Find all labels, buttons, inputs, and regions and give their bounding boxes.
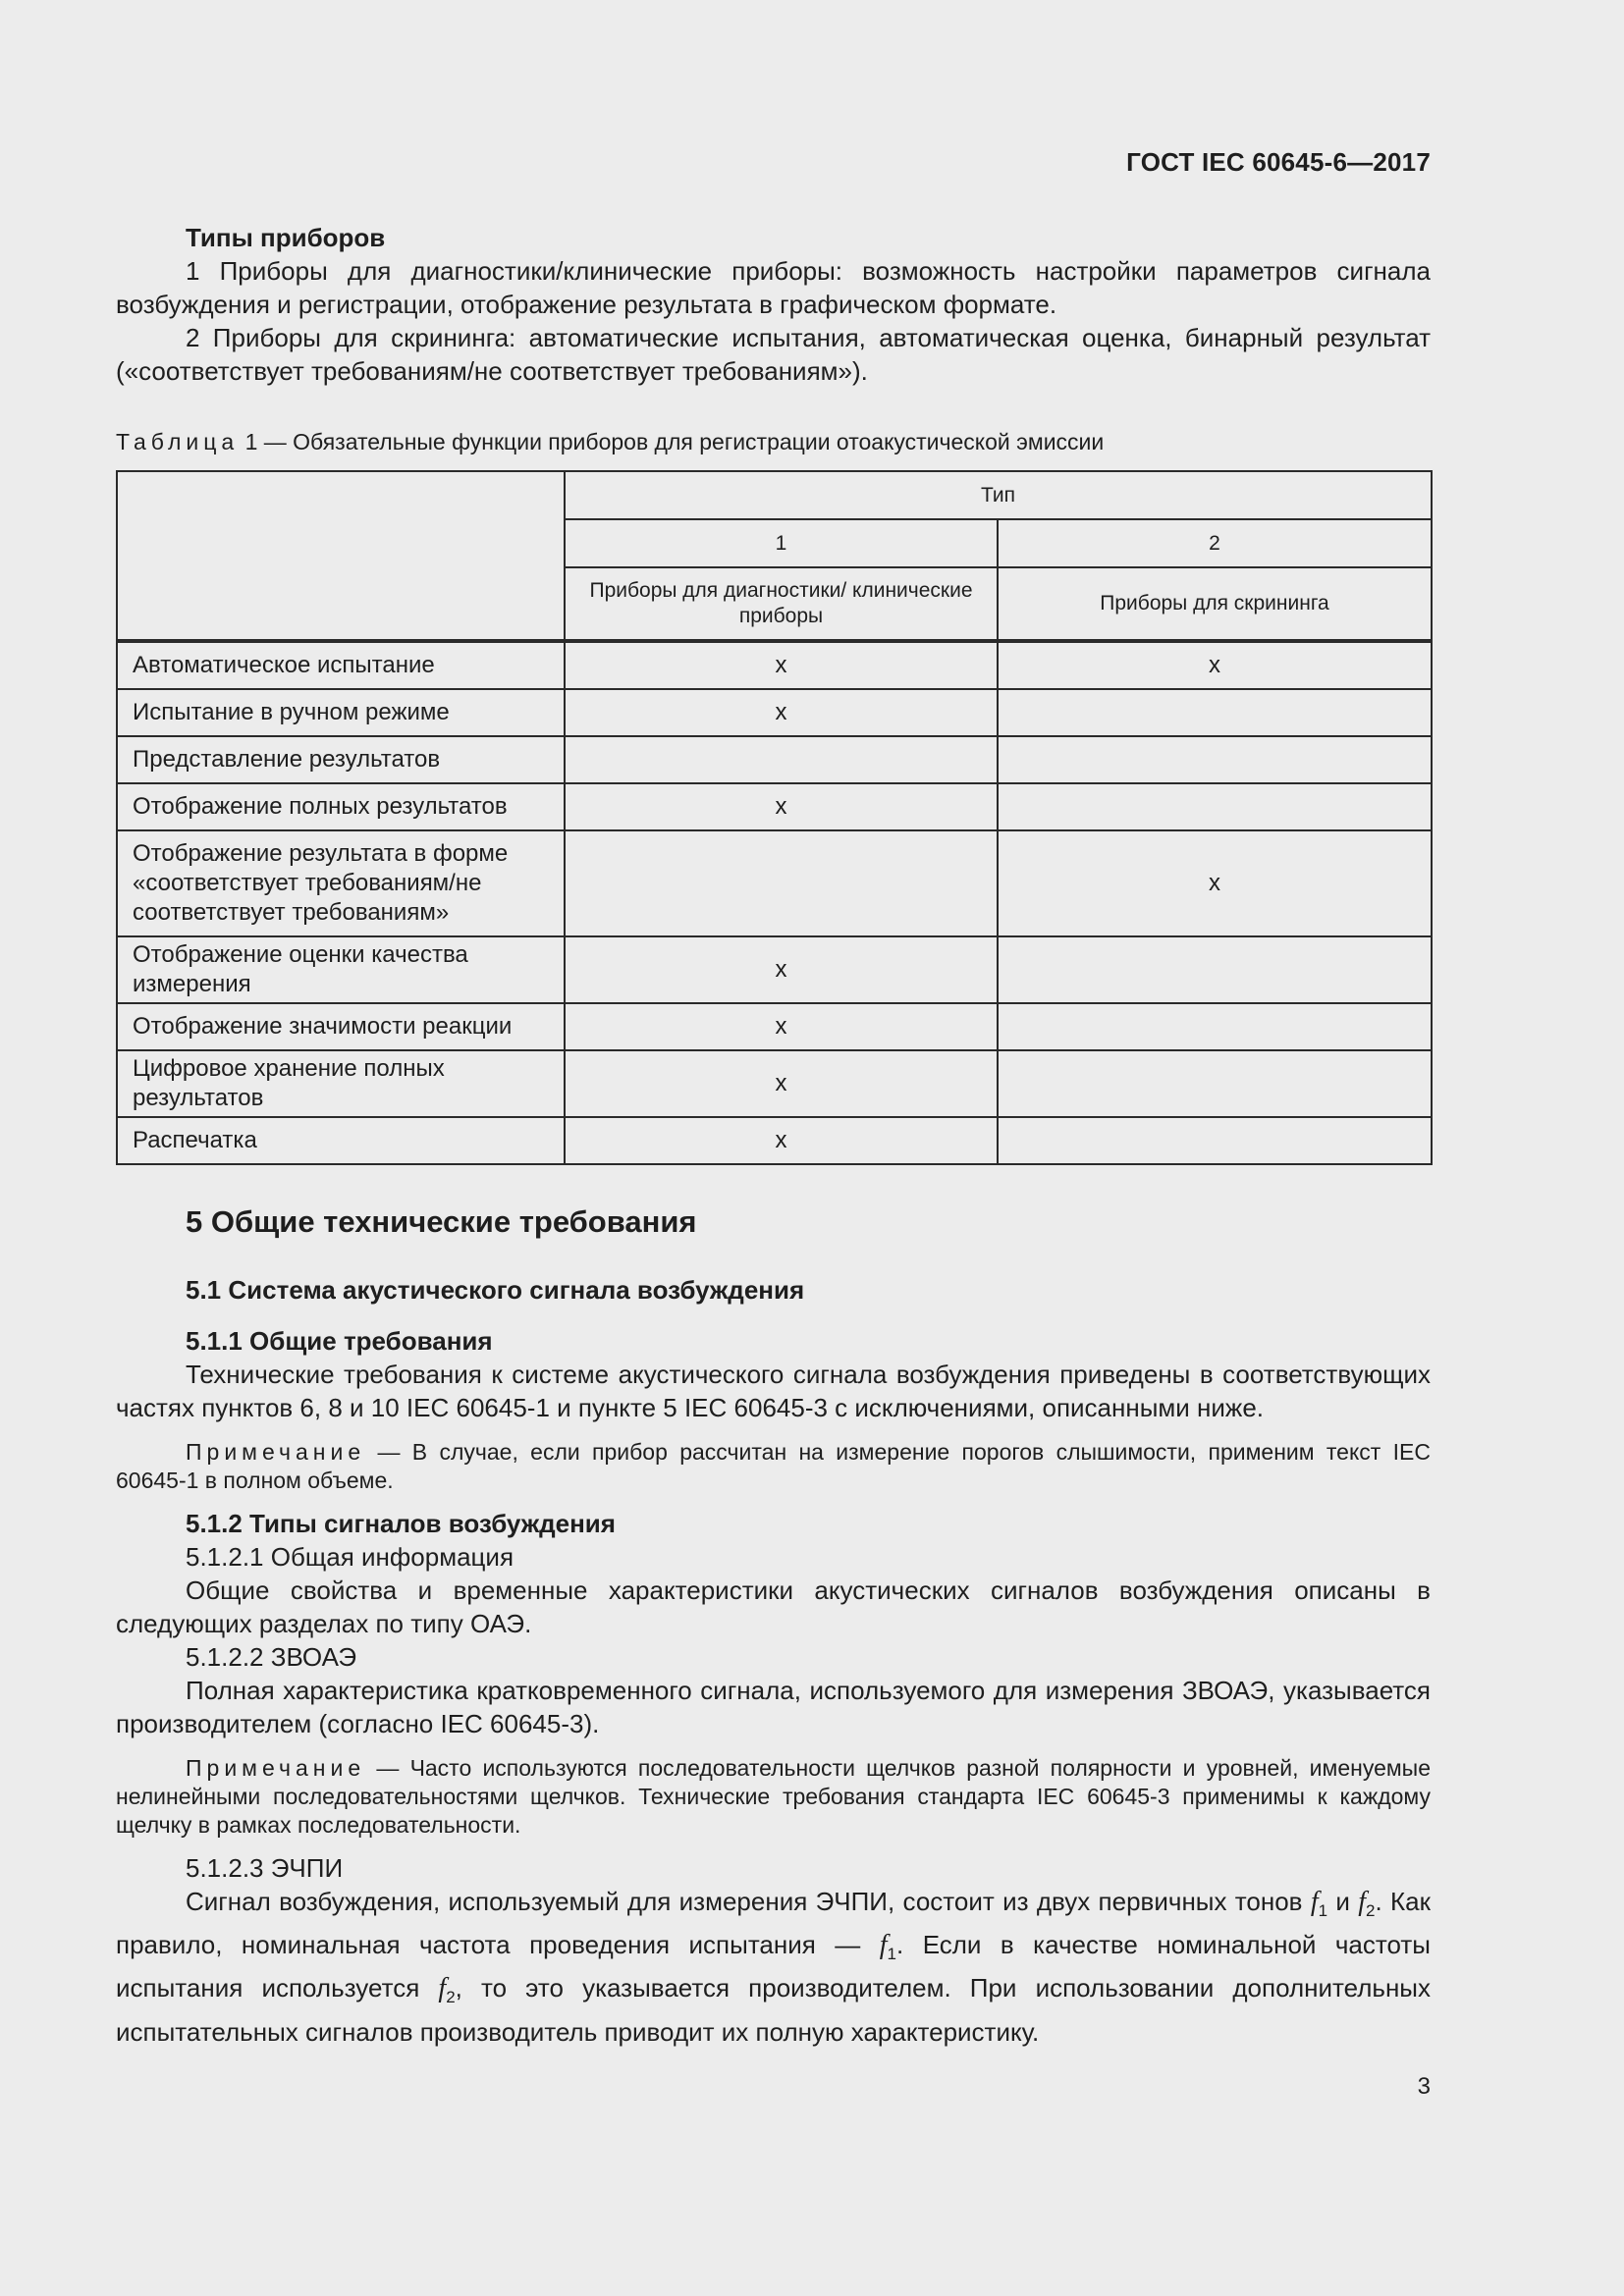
note-1-text: — В случае, если прибор рассчитан на измерение порогов слышимости, применим текст IEC 60645-1 в полном объеме. (116, 1439, 1431, 1493)
col2-name: Приборы для скрининга (998, 567, 1432, 641)
type-header: Тип (565, 471, 1432, 519)
table-corner-cell (117, 471, 565, 641)
row-col2: x (998, 830, 1432, 936)
row-col2 (998, 1117, 1432, 1164)
row-col2 (998, 736, 1432, 783)
types-heading: Типы приборов (186, 223, 386, 252)
document-number: ГОСТ IEC 60645-6—2017 (1126, 147, 1431, 177)
table-caption (116, 427, 1431, 456)
section-5-1-2-1-title: 5.1.2.1 Общая информация (186, 1542, 514, 1572)
row-label: Отображение полных результатов (117, 783, 565, 830)
section-5-1-1-text: Технические требования к системе акустического сигнала возбуждения приведены в соответствующих частях пунктов 6, 8 и 10 IEC 60645-1 и пункте 5 IEC 60645-3 с исключениями, описанными ниже. (116, 1360, 1431, 1422)
table-row (117, 830, 1432, 936)
note-2 (116, 1754, 1431, 1840)
row-col1 (565, 736, 998, 783)
row-label: Отображение результата в форме «соответствует требованиям/не соответствует требованиям» (117, 830, 565, 936)
text-run: и (1335, 1887, 1350, 1916)
text-run: . Если в качестве номинальной частоты испытания используется (116, 1930, 1431, 2003)
row-col1: x (565, 936, 998, 1003)
section-5-1-2-2-text: Полная характеристика кратковременного сигнала, используемого для измерения ЗВОАЭ, указывается производителем (согласно IEC 60645-3). (116, 1676, 1431, 1738)
table-row (117, 1117, 1432, 1164)
formula-subscript: 2 (446, 1988, 456, 2007)
row-col1: x (565, 641, 998, 689)
table-row (117, 1050, 1432, 1117)
col1-name: Приборы для диагностики/ клинические приборы (565, 567, 998, 641)
types-item-1: 1 Приборы для диагностики/клинические приборы: возможность настройки параметров сигнала возбуждения и регистрации, отображение результата в графическом формате. (116, 256, 1431, 319)
table-row (117, 936, 1432, 1003)
table-row (117, 641, 1432, 689)
row-col2 (998, 1003, 1432, 1050)
section-5-1-2-3-text (116, 1885, 1431, 2049)
row-label: Цифровое хранение полных результатов (117, 1050, 565, 1117)
row-label: Автоматическое испытание (117, 641, 565, 689)
row-col2: x (998, 641, 1432, 689)
row-label: Испытание в ручном режиме (117, 689, 565, 736)
row-col1: x (565, 689, 998, 736)
col1-number: 1 (565, 519, 998, 567)
row-col1: x (565, 1117, 998, 1164)
note-2-text: — Часто используются последовательности щелчков разной полярности и уровней, именуемые нелинейными последовательностями щелчков. Технические требования стандарта IEC 60645-3 применимы к каждому щелчку в рамках последовательности. (116, 1755, 1432, 1838)
note-label: Примечание (186, 1755, 366, 1781)
row-col2 (998, 936, 1432, 1003)
types-item-2: 2 Приборы для скрининга: автоматические испытания, автоматическая оценка, бинарный результат («соответствует требованиям/не соответствует требованиям»). (116, 323, 1431, 386)
table-caption-label: Таблица (116, 429, 240, 454)
table-row (117, 689, 1432, 736)
row-label: Отображение оценки качества измерения (117, 936, 565, 1003)
page-content (116, 221, 1431, 2049)
formula-symbol: f (438, 1973, 447, 2004)
page-number: 3 (1417, 2073, 1431, 2100)
row-label: Представление результатов (117, 736, 565, 783)
note-1 (116, 1438, 1431, 1495)
note-label: Примечание (186, 1439, 366, 1465)
formula-subscript: 1 (1318, 1901, 1328, 1921)
formula-symbol: f (879, 1930, 888, 1961)
section-5-1-2-title: 5.1.2 Типы сигналов возбуждения (186, 1509, 616, 1538)
col2-number: 2 (998, 519, 1432, 567)
table-row (117, 736, 1432, 783)
functions-table (116, 470, 1433, 1165)
table-row (117, 783, 1432, 830)
formula-symbol: f (1358, 1887, 1366, 1917)
text-run: , то это указывается производителем. При использовании дополнительных испытательных сигналов производитель приводит их полную характеристику. (116, 1973, 1431, 2047)
section-5-1-2-1-text: Общие свойства и временные характеристики акустических сигналов возбуждения описаны в следующих разделах по типу ОАЭ. (116, 1575, 1431, 1638)
row-col1: x (565, 1050, 998, 1117)
text-run: Сигнал возбуждения, используемый для измерения ЭЧПИ, состоит из двух первичных тонов (186, 1887, 1303, 1916)
row-label: Распечатка (117, 1117, 565, 1164)
formula-subscript: 2 (1366, 1901, 1376, 1921)
row-col1: x (565, 1003, 998, 1050)
table-caption-text: 1 — Обязательные функции приборов для регистрации отоакустической эмиссии (244, 429, 1105, 454)
section-5-1-1-title: 5.1.1 Общие требования (186, 1326, 493, 1356)
row-col1: x (565, 783, 998, 830)
row-col2 (998, 689, 1432, 736)
section-5-title: 5 Общие технические требования (186, 1204, 697, 1239)
formula-subscript: 1 (887, 1945, 897, 1964)
table-row (117, 1003, 1432, 1050)
row-col1 (565, 830, 998, 936)
text-run: . Как правило, номинальная частота проведения испытания — (116, 1887, 1431, 1960)
row-label: Отображение значимости реакции (117, 1003, 565, 1050)
section-5-1-2-3-title: 5.1.2.3 ЭЧПИ (186, 1853, 344, 1883)
section-5-1-2-2-title: 5.1.2.2 ЗВОАЭ (186, 1642, 357, 1672)
row-col2 (998, 783, 1432, 830)
section-5-1-title: 5.1 Система акустического сигнала возбуждения (186, 1275, 805, 1305)
row-col2 (998, 1050, 1432, 1117)
formula-symbol: f (1310, 1887, 1319, 1917)
